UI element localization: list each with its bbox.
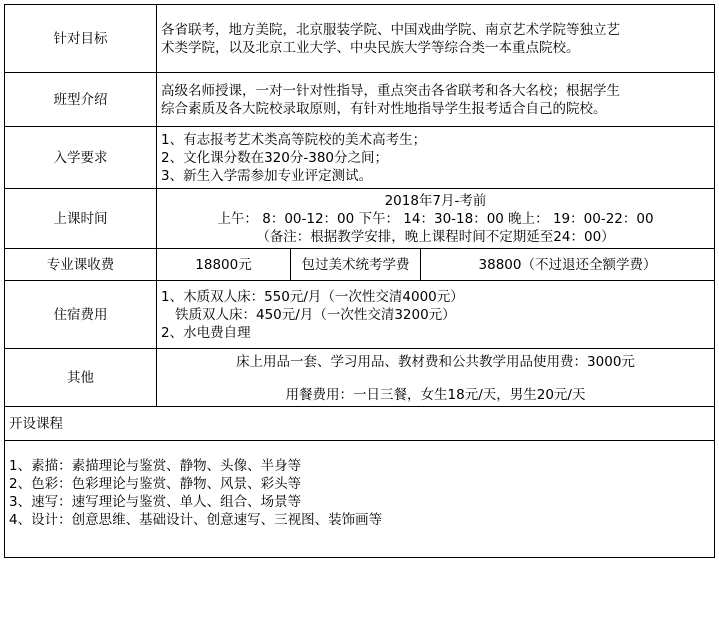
value-accommodation: [157, 281, 715, 349]
label-schedule: 上课时间: [5, 189, 157, 249]
row-accommodation: [5, 281, 715, 349]
course-item: 1、素描：素描理论与鉴赏、静物、头像、半身等: [9, 458, 302, 474]
course-item: 4、设计：创意思维、基础设计、创意速写、三视图、装饰画等: [9, 512, 383, 528]
label-requirements: 入学要求: [5, 127, 157, 189]
requirement-line: 3、新生入学需参加专业评定测试。: [161, 167, 373, 184]
target-line: 术类学院，以及北京工业大学、中央民族大学等综合类一本重点院校。: [161, 39, 580, 56]
row-other: [5, 349, 715, 407]
row-courses-heading: [5, 407, 715, 441]
value-base-fee: 18800元: [157, 249, 291, 281]
row-courses: [5, 441, 715, 558]
accommodation-line: 铁质双人床：450元/月（一次性交清3200元）: [175, 306, 456, 323]
label-target: 针对目标: [5, 5, 157, 73]
label-other: 其他: [5, 349, 157, 407]
accommodation-line: 2、水电费自理: [161, 324, 251, 341]
row-requirements: [5, 127, 715, 189]
other-line-supplies: 床上用品一套、学习用品、教材费和公共教学用品使用费：3000元: [236, 354, 635, 370]
value-class-intro: [157, 73, 715, 127]
label-guarantee: 包过美术统考学费: [291, 249, 421, 281]
schedule-line: 2018年7月-考前: [384, 192, 487, 209]
requirement-line: 1、有志报考艺术类高等院校的美术高考生；: [161, 131, 427, 148]
course-item: 3、速写：速写理论与鉴赏、单人、组合、场景等: [9, 494, 302, 510]
row-target: [5, 5, 715, 73]
course-item: 2、色彩：色彩理论与鉴赏、静物、风景、彩头等: [9, 476, 302, 492]
value-requirements: [157, 127, 715, 189]
accommodation-line: 1、木质双人床：550元/月（一次性交清4000元）: [161, 288, 464, 305]
label-fees: 专业课收费: [5, 249, 157, 281]
row-class-intro: [5, 73, 715, 127]
course-info-table: [4, 4, 715, 558]
label-accommodation: 住宿费用: [5, 281, 157, 349]
class-intro-line: 高级名师授课，一对一针对性指导，重点突击各省联考和各大名校；根据学生: [161, 82, 620, 99]
class-intro-line: 综合素质及各大院校录取原则，有针对性地指导学生报考适合自己的院校。: [161, 100, 607, 117]
value-other: [157, 349, 715, 407]
target-line: 各省联考，地方美院，北京服装学院、中国戏曲学院、南京艺术学院等独立艺: [161, 21, 620, 38]
schedule-line: 上午： 8：00-12：00 下午： 14：30-18：00 晚上： 19：00-22：00: [217, 210, 654, 227]
other-line-meals: 用餐费用：一日三餐，女生18元/天，男生20元/天: [285, 387, 586, 403]
row-fees: [5, 249, 715, 281]
value-schedule: [157, 189, 715, 249]
requirement-line: 2、文化课分数在320分-380分之间；: [161, 149, 388, 166]
row-schedule: [5, 189, 715, 249]
schedule-line: （备注：根据教学安排，晚上课程时间不定期延至24：00）: [256, 228, 615, 245]
courses-heading: 开设课程: [5, 407, 715, 441]
courses-list: [5, 441, 715, 558]
value-target: [157, 5, 715, 73]
label-class-intro: 班型介绍: [5, 73, 157, 127]
value-guarantee-fee: 38800（不过退还全额学费）: [421, 249, 715, 281]
